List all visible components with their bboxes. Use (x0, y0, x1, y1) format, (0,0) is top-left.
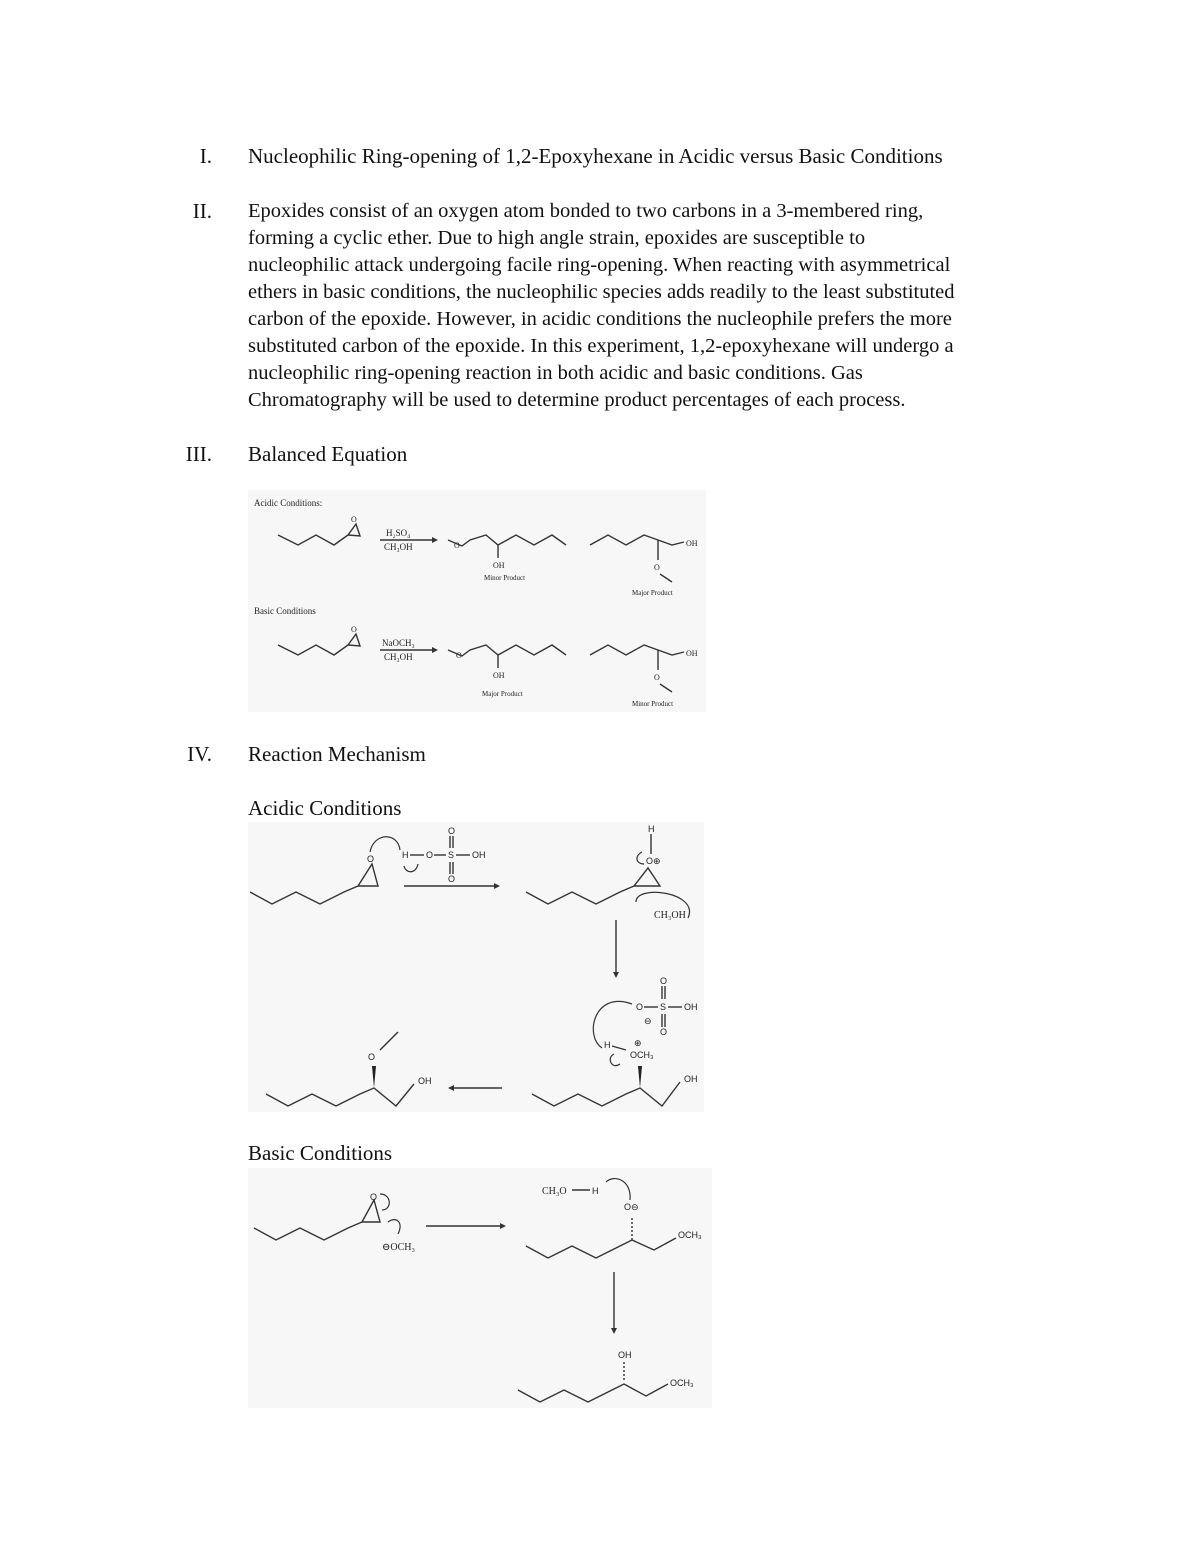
acid-mech-product-chain (266, 1084, 414, 1106)
acid-mech-sulfuric-oh: OH (472, 850, 486, 860)
base-mech-curly-arrow-3 (606, 1179, 630, 1200)
acid-mech-oxonium: O⊕ (646, 856, 661, 866)
section-numeral-2: II. (192, 199, 212, 223)
acid-mech-curly-arrow-1 (370, 837, 400, 852)
paragraph-line: Epoxides consist of an oxygen atom bonded to two carbons in a 3-membered ring, (248, 200, 924, 222)
acid-product2-chain (590, 535, 684, 545)
base-reagent-top: NaOCH₃ (382, 638, 415, 648)
acid-mech-bisulfate-o-top: O (660, 976, 668, 986)
acid-mech-sulfuric-o-bottom: O (448, 874, 456, 884)
base-mech-product-oh: OH (618, 1350, 632, 1360)
acid-mech-protonated-ring (634, 868, 660, 886)
base-mech-epoxide-ring (362, 1200, 380, 1222)
acid-mech-sulfuric-s: S (448, 850, 455, 860)
acid-reactant-chain (278, 535, 348, 545)
acid-product1-chain (448, 535, 566, 546)
base-product2-label: Minor Product (632, 700, 674, 708)
acid-mech-methanol: CH₃OH (654, 910, 686, 921)
acid-mech-curly-arrow-2 (404, 864, 418, 872)
balanced-equation-figure (248, 490, 706, 712)
acid-product2-methyl (660, 574, 672, 582)
paragraph-line: nucleophilic attack undergoing facile ring-opening. When reacting with asymmetrical (248, 254, 951, 276)
acid-mech-sulfuric-o: O (426, 850, 434, 860)
paragraph-line: carbon of the epoxide. However, in acidic conditions the nucleophile prefers the more (248, 308, 952, 330)
base-mech-intermediate-och3: OCH₃ (678, 1230, 702, 1240)
paragraph-line: nucleophilic ring-opening reaction in both acidic and basic conditions. Gas (248, 362, 863, 384)
acid-reagent-top: H₂SO₄ (386, 528, 411, 538)
acid-reactant-epoxide-ring (348, 524, 360, 536)
acid-mech-protonated-chain (526, 886, 634, 904)
base-mech-product-chain (518, 1384, 668, 1402)
base-product1-label: Major Product (482, 690, 523, 698)
base-mech-alkoxide: O⊖ (624, 1202, 639, 1212)
acid-reactant-oxygen: O (351, 515, 357, 524)
paragraph-line: Chromatography will be used to determine product percentages of each process. (248, 389, 906, 411)
acid-mech-curly-arrow-6 (610, 1054, 620, 1066)
introduction-paragraph (248, 198, 1078, 414)
base-mech-epoxide-oxygen: O (370, 1192, 378, 1202)
acid-mech-product-oxygen: O (368, 1052, 376, 1062)
base-product2-oh: OH (686, 649, 698, 658)
document-title: Nucleophilic Ring-opening of 1,2-Epoxyhexane in Acidic versus Basic Conditions (248, 144, 943, 168)
acid-mech-oxonium-h: H (604, 1040, 611, 1050)
acid-mech-oxonium-label: OCH₃ (630, 1050, 654, 1060)
acid-mech-bisulfate-charge: ⊖ (644, 1016, 652, 1026)
acid-mech-intermediate-wedge (638, 1066, 642, 1088)
base-mech-product-och3: OCH₃ (670, 1378, 694, 1388)
base-mech-epoxide-chain (254, 1222, 362, 1240)
base-product2-methyl (660, 684, 672, 692)
base-product1-oh: OH (493, 671, 505, 680)
acid-product1-label: Minor Product (484, 574, 526, 582)
section-numeral-1: I. (199, 144, 212, 168)
acid-mech-proton-h: H (648, 824, 655, 834)
acid-product2-oh: OH (686, 539, 698, 548)
base-product1-oxygen: O (456, 651, 462, 660)
section-numeral-3: III. (185, 442, 212, 466)
section-numeral-4: IV. (187, 742, 212, 766)
acidic-conditions-subheading: Acidic Conditions (248, 796, 402, 820)
acid-product1-oh: OH (493, 561, 505, 570)
paragraph-line: ethers in basic conditions, the nucleophilic species adds readily to the least substituted (248, 281, 955, 303)
acid-product2-label: Major Product (632, 589, 673, 597)
base-mech-methanol-label: CH₃O (542, 1186, 567, 1197)
base-mech-curly-arrow-2 (388, 1220, 400, 1234)
acid-mech-bisulfate-oh: OH (684, 1002, 698, 1012)
base-reactant-chain (278, 645, 348, 655)
basic-conditions-label: Basic Conditions (254, 606, 316, 616)
acidic-mechanism-figure (248, 822, 704, 1112)
base-mech-methanol-h: H (592, 1186, 599, 1196)
acid-mech-product-oh: OH (418, 1076, 432, 1086)
base-product2-oxygen: O (654, 673, 660, 682)
base-reactant-oxygen: O (351, 625, 357, 634)
acid-mech-curly-arrow-3 (637, 852, 644, 864)
base-reagent-bottom: CH₃OH (384, 652, 413, 662)
acid-mech-epoxide-oxygen: O (367, 854, 375, 864)
base-reactant-epoxide-ring (348, 634, 360, 646)
acid-mech-oxonium-plus: ⊕ (634, 1038, 642, 1048)
acid-mech-product-methyl (380, 1032, 398, 1050)
acid-reagent-bottom: CH₃OH (384, 542, 413, 552)
acidic-conditions-label: Acidic Conditions: (254, 498, 323, 508)
acid-mech-epoxide-chain (250, 886, 358, 904)
basic-conditions-subheading: Basic Conditions (248, 1141, 393, 1165)
base-product2-chain (590, 645, 684, 655)
acid-mech-product-wedge (372, 1066, 376, 1088)
acid-mech-epoxide-ring (358, 864, 378, 886)
basic-mechanism-figure (248, 1168, 712, 1408)
paragraph-line: forming a cyclic ether. Due to high angle strain, epoxides are susceptible to (248, 227, 866, 249)
paragraph-line: substituted carbon of the epoxide. In this experiment, 1,2-epoxyhexane will undergo a (248, 335, 954, 357)
base-mech-methoxide: ⊖OCH₃ (382, 1242, 415, 1253)
acid-mech-bisulfate-o-bottom: O (660, 1027, 668, 1037)
balanced-equation-heading: Balanced Equation (248, 442, 408, 466)
acid-mech-bisulfate-o: O (636, 1002, 644, 1012)
acid-mech-curly-arrow-5 (593, 1001, 632, 1048)
acid-mech-intermediate-oh: OH (684, 1074, 698, 1084)
reaction-mechanism-heading: Reaction Mechanism (248, 742, 426, 766)
base-mech-intermediate-chain (526, 1238, 676, 1258)
acid-mech-bisulfate-s: S (660, 1002, 667, 1012)
base-product1-chain (448, 645, 566, 656)
acid-product2-oxygen: O (654, 563, 660, 572)
acid-mech-intermediate-chain (532, 1082, 680, 1106)
acid-mech-sulfuric-h: H (402, 850, 409, 860)
base-mech-curly-arrow-1 (380, 1194, 389, 1210)
acid-mech-sulfuric-o-top: O (448, 826, 456, 836)
acid-product1-oxygen: O (454, 541, 460, 550)
